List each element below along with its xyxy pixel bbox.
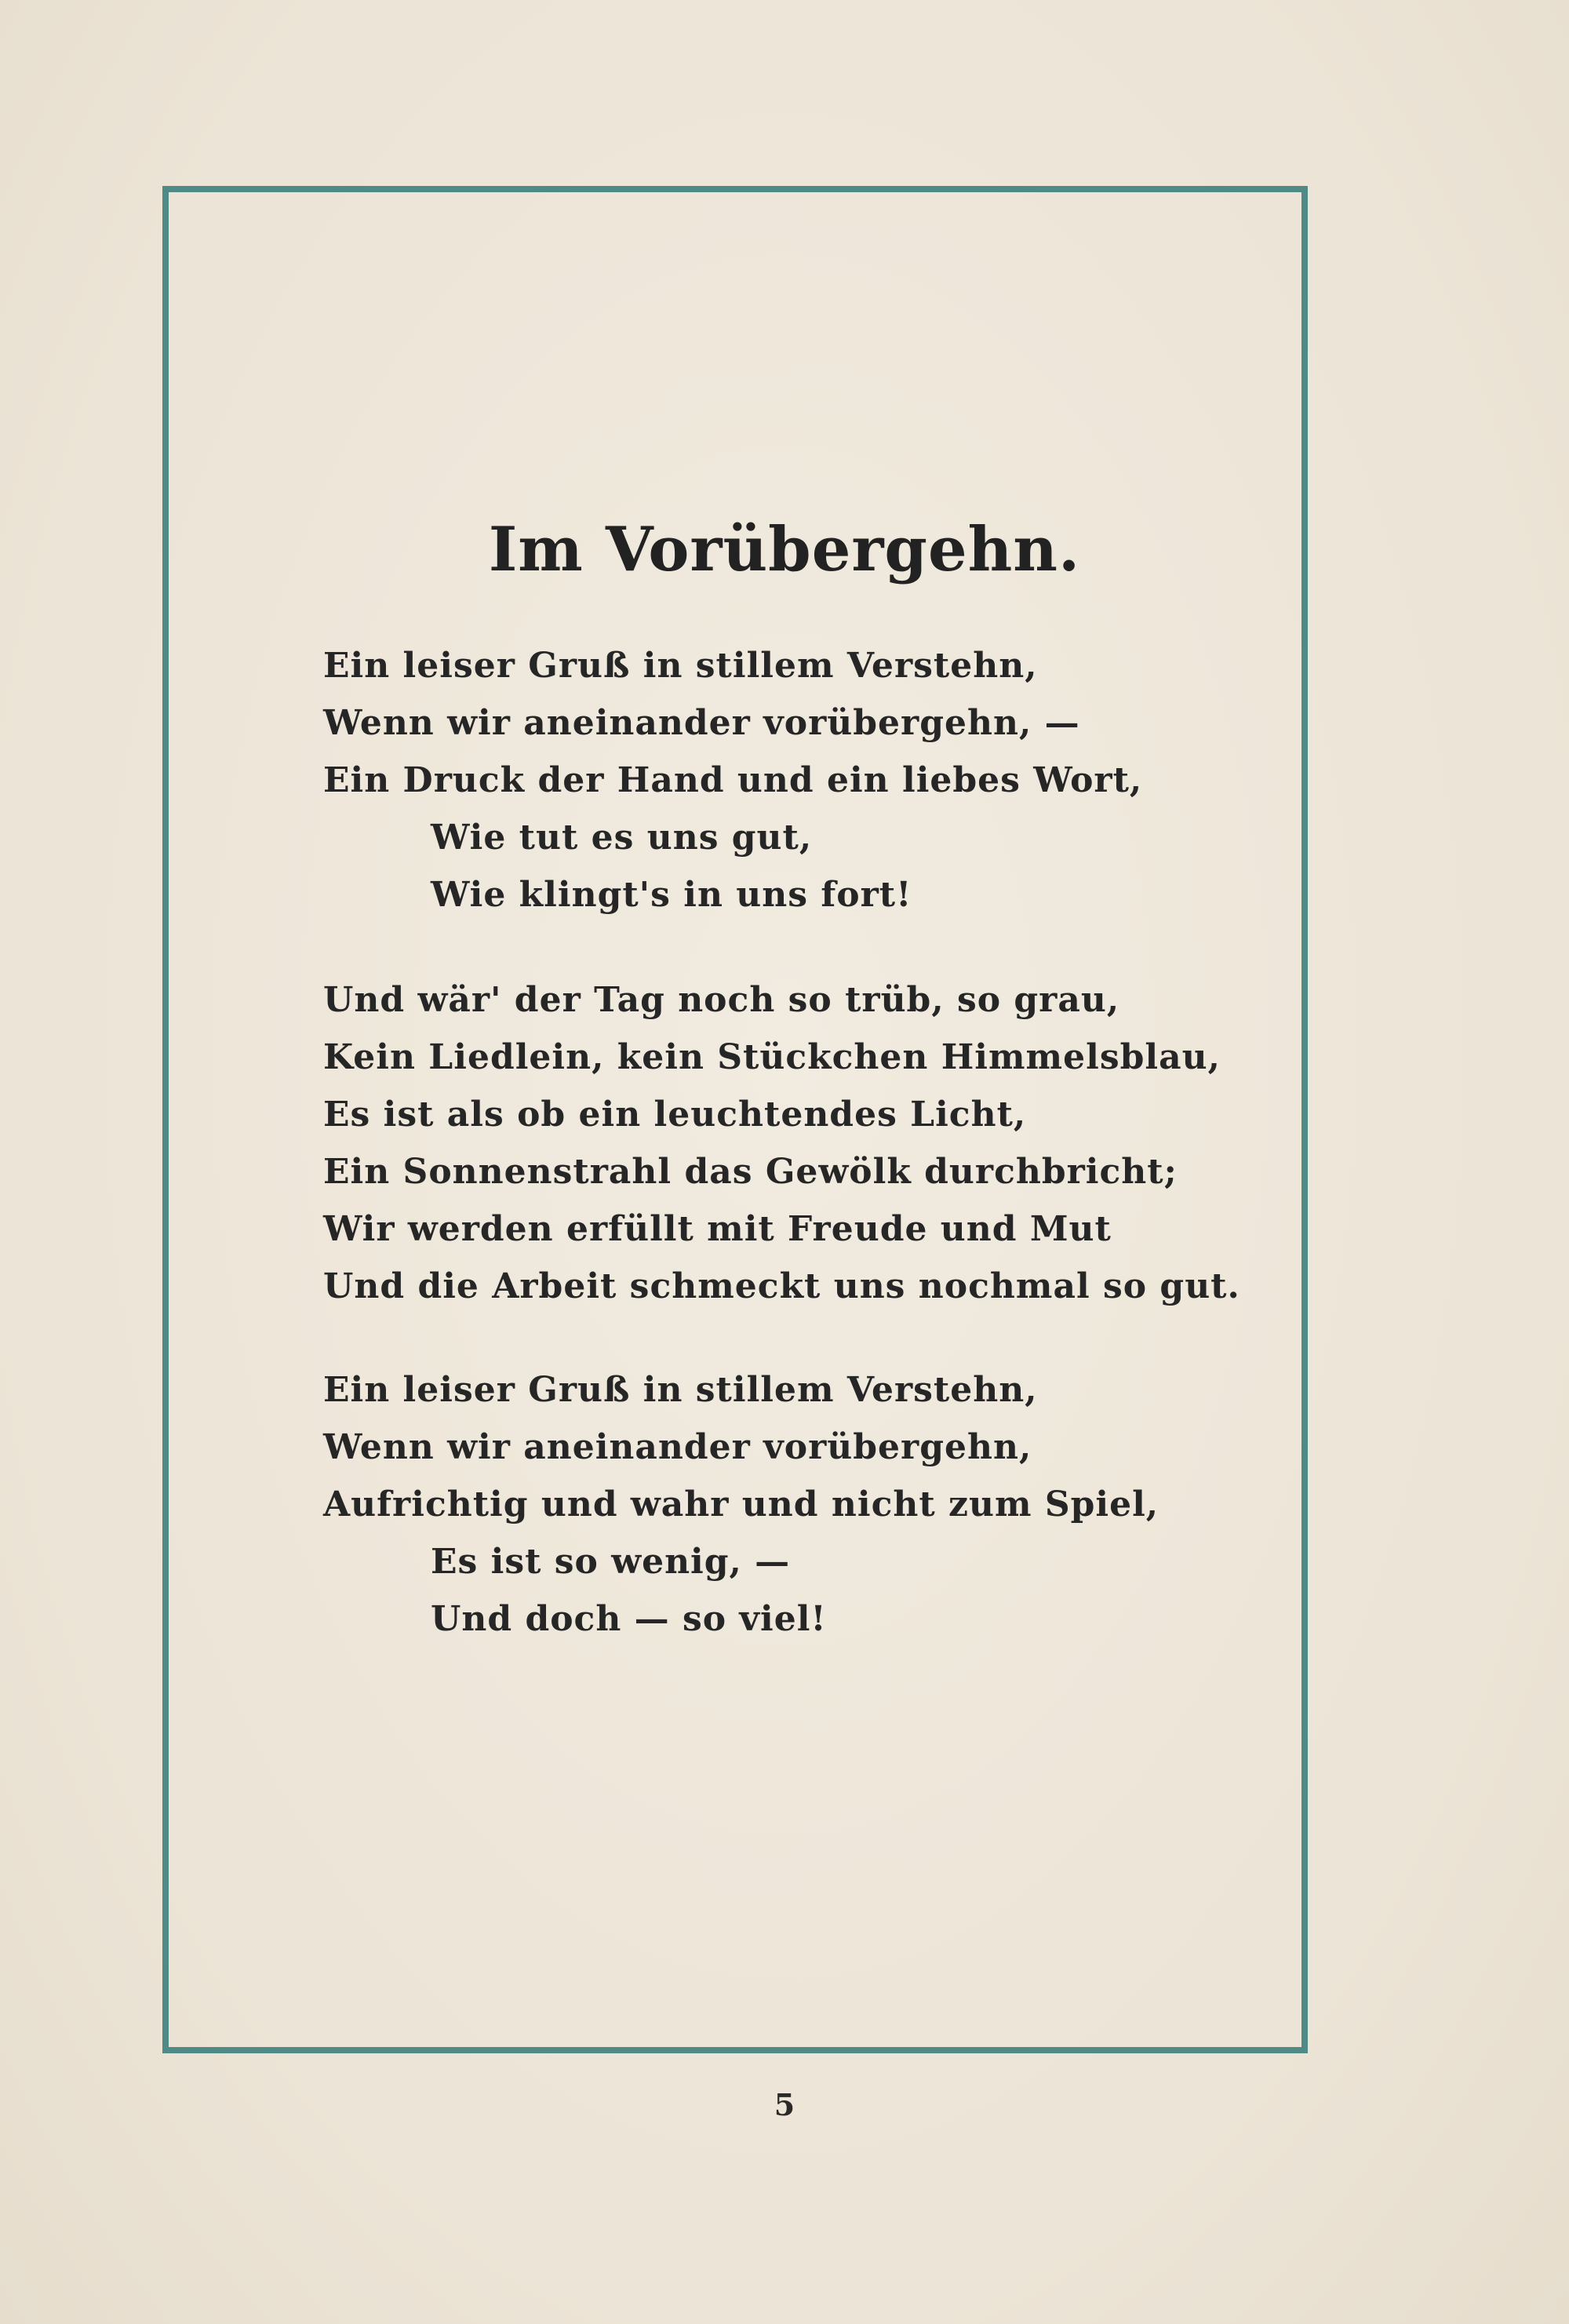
poem-line: Wir werden erfüllt mit Freude und Mut: [323, 1209, 1112, 1249]
poem-line: Ein Sonnenstrahl das Gewölk durchbricht;: [323, 1152, 1178, 1192]
poem-line-indented: Wie klingt's in uns fort!: [431, 875, 912, 915]
page-number: 5: [774, 2087, 795, 2122]
poem-line-indented: Wie tut es uns gut,: [431, 818, 813, 858]
poem-line: Ein leiser Gruß in stillem Verstehn,: [323, 646, 1038, 686]
poem-line: Und wär' der Tag noch so trüb, so grau,: [323, 980, 1120, 1020]
poem-line: Ein leiser Gruß in stillem Verstehn,: [323, 1370, 1038, 1410]
poem-line: Und die Arbeit schmeckt uns nochmal so gut.: [323, 1266, 1240, 1306]
poem-line: Wenn wir aneinander vorübergehn, —: [323, 703, 1080, 743]
poem-line: Kein Liedlein, kein Stückchen Himmelsblau,: [323, 1037, 1221, 1077]
stanza-2: [323, 971, 1240, 1315]
stanza-1: [323, 637, 1225, 923]
poem-line: Aufrichtig und wahr und nicht zum Spiel,: [323, 1484, 1159, 1524]
poem-line: Es ist als ob ein leuchtendes Licht,: [323, 1095, 1027, 1135]
stanza-3: [323, 1361, 1225, 1648]
poem-title: Im Vorübergehn.: [488, 514, 1081, 585]
poem-line: Ein Druck der Hand und ein liebes Wort,: [323, 760, 1143, 800]
poem-line-indented: Und doch — so viel!: [431, 1599, 827, 1639]
poem-line-indented: Es ist so wenig, —: [431, 1542, 791, 1582]
poem-line: Wenn wir aneinander vorübergehn,: [323, 1427, 1032, 1467]
